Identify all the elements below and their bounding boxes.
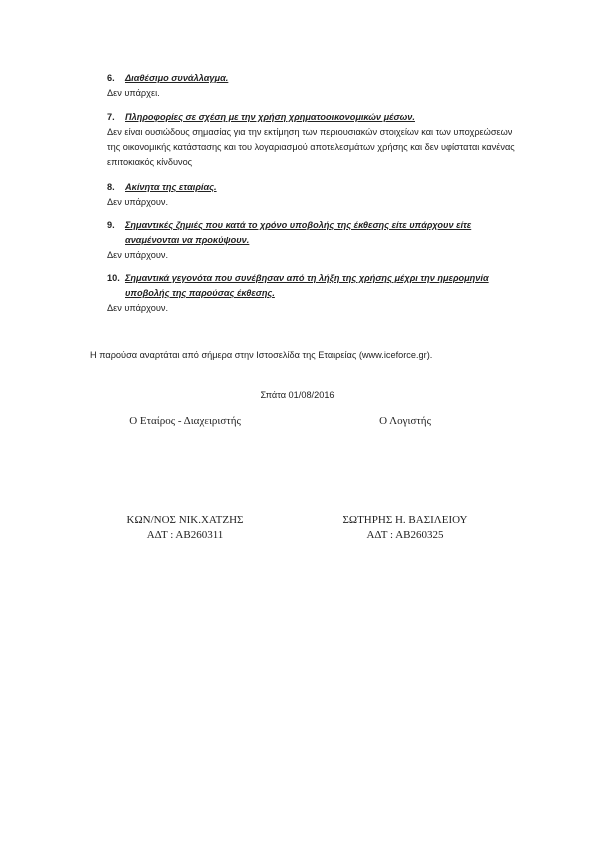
section-number: 10. [107,273,120,283]
section-title: Σημαντικές ζημιές που κατά το χρόνο υποβολής της έκθεσης είτε υπάρχουν είτε αναμένονται να προκύψουν. [125,220,472,245]
section-title: Πληροφορίες σε σχέση με την χρήση χρηματοοικονομικών μέσων. [125,112,415,122]
section-title: Διαθέσιμο συνάλλαγμα. [125,73,229,83]
left-signatory-id: ΑΔΤ : ΑΒ260311 [146,529,224,541]
section-body: Δεν υπάρχουν. [107,303,169,313]
section-body: Δεν είναι ουσιώδους σημασίας για την εκτίμηση των περιουσιακών στοιχείων και των υποχρεώσεων της οικονομικής κατάστασης και του λογαριασμού αποτελεσμάτων χρήσης και δεν υφίσταται κανένας επιτοκιακός κίνδυνος [107,127,515,167]
left-signatory-role: Ο Εταίρος - Διαχειριστής [129,415,241,427]
section-title: Σημαντικά γεγονότα που συνέβησαν από τη λήξη της χρήσης μέχρι την ημερομηνία υποβολής της παρούσας έκθεσης. [125,273,489,298]
section-heading [107,271,527,301]
section-number: 6. [107,73,115,83]
right-signatory [320,513,490,543]
section-7 [107,110,527,170]
section-6 [107,71,527,101]
section-title: Ακίνητα της εταιρίας. [125,182,217,192]
section-body: Δεν υπάρχουν. [107,197,169,207]
section-number: 7. [107,112,115,122]
section-body: Δεν υπάρχουν. [107,250,169,260]
right-signatory-id: ΑΔΤ : ΑΒ260325 [366,529,444,541]
left-signatory-name: ΚΩΝ/ΝΟΣ ΝΙΚ.ΧΑΤΖΗΣ [126,514,244,526]
section-heading [107,110,527,125]
publication-notice: Η παρούσα αναρτάται από σήμερα στην Ιστοσελίδα της Εταιρείας (www.iceforce.gr). [90,350,433,360]
right-signatory-role: Ο Λογιστής [379,415,431,427]
section-10 [107,271,527,316]
section-heading [107,218,527,248]
date-line: Σπάτα 01/08/2016 [260,390,335,400]
section-9 [107,218,527,263]
section-number: 9. [107,220,115,230]
right-signatory-name: ΣΩΤΗΡΗΣ Η. ΒΑΣΙΛΕΙΟΥ [342,514,468,526]
section-heading [107,180,527,195]
section-body: Δεν υπάρχει. [107,88,160,98]
section-heading [107,71,527,86]
left-signatory [100,513,270,543]
section-8 [107,180,527,210]
section-number: 8. [107,182,115,192]
